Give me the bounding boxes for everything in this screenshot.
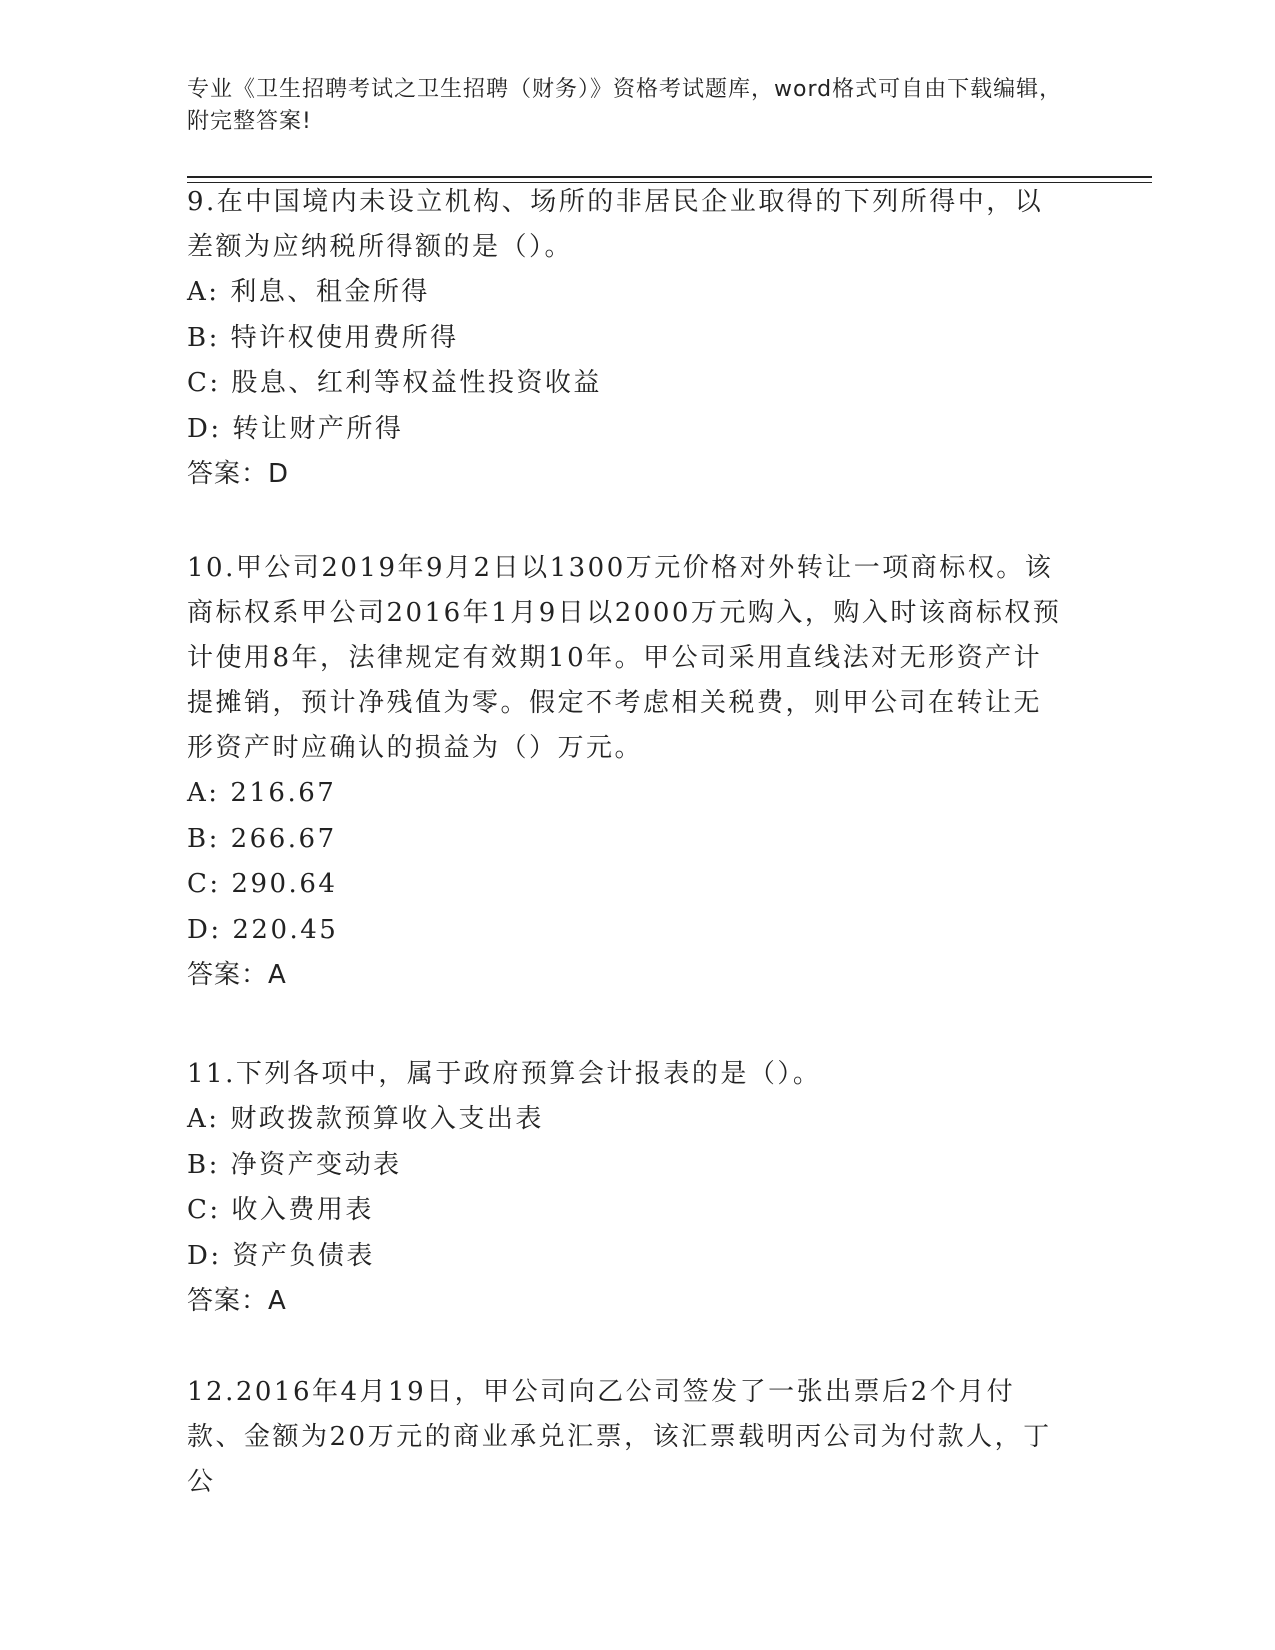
option-c <box>187 1188 1067 1234</box>
question-11 <box>187 1052 1067 1324</box>
option-letter: D: <box>187 413 222 444</box>
option-letter: C: <box>187 1195 221 1225</box>
answer-line: 答案：A <box>187 1286 287 1316</box>
option-b <box>187 316 1067 362</box>
option-text: 净资产变动表 <box>230 1149 402 1180</box>
option-b <box>187 1143 1067 1189</box>
option-text: 216.67 <box>230 778 337 808</box>
option-text: 转让财产所得 <box>232 413 404 444</box>
question-12 <box>187 1370 1067 1505</box>
option-letter: C: <box>187 368 221 398</box>
option-text: 220.45 <box>232 914 339 945</box>
option-d <box>187 908 1067 954</box>
question-stem: 12.2016年4月19日，甲公司向乙公司签发了一张出票后2个月付款、金额为20万元的商业承兑汇票，该汇票载明丙公司为付款人，丁公 <box>187 1377 1052 1497</box>
option-a <box>187 270 1067 316</box>
question-9 <box>187 180 1067 497</box>
document-header: 专业《卫生招聘考试之卫生招聘（财务）》资格考试题库，word格式可自由下载编辑，附完整答案! <box>187 77 1063 134</box>
option-text: 资产负债表 <box>232 1240 375 1271</box>
option-b <box>187 817 1067 863</box>
option-a <box>187 1097 1067 1143</box>
option-a <box>187 771 1067 817</box>
option-letter: B: <box>187 823 220 854</box>
question-stem: 10.甲公司2019年9月2日以1300万元价格对外转让一项商标权。该商标权系甲公司2016年1月9日以2000万元购入，购入时该商标权预计使用8年，法律规定有效期10年。甲公司采用直线法对无形资产计提摊销，预计净残值为零。假定不考虑相关税费，则甲公司在转让无形资产时应确认的损益为（）万元。 <box>187 553 1062 763</box>
option-text: 财政拨款预算收入支出表 <box>230 1104 544 1134</box>
option-c <box>187 862 1067 908</box>
option-letter: B: <box>187 1149 220 1180</box>
option-text: 290.64 <box>231 869 338 899</box>
header-divider-thick <box>187 176 1152 178</box>
option-text: 收入费用表 <box>231 1195 374 1225</box>
option-letter: A: <box>187 277 220 307</box>
option-text: 股息、红利等权益性投资收益 <box>231 368 602 398</box>
option-letter: D: <box>187 1240 222 1271</box>
answer-line: 答案：D <box>187 459 290 489</box>
option-text: 特许权使用费所得 <box>230 322 459 353</box>
option-letter: A: <box>187 778 220 808</box>
option-text: 利息、租金所得 <box>230 277 430 307</box>
answer-line: 答案：A <box>187 960 287 990</box>
option-d <box>187 407 1067 453</box>
option-d <box>187 1234 1067 1280</box>
option-letter: D: <box>187 914 222 945</box>
question-10 <box>187 546 1067 998</box>
option-letter: A: <box>187 1104 220 1134</box>
question-stem: 9.在中国境内未设立机构、场所的非居民企业取得的下列所得中，以差额为应纳税所得额的是（）。 <box>187 187 1044 262</box>
option-text: 266.67 <box>230 823 337 854</box>
option-letter: B: <box>187 322 220 353</box>
option-c <box>187 361 1067 407</box>
option-letter: C: <box>187 869 221 899</box>
question-stem: 11.下列各项中，属于政府预算会计报表的是（）。 <box>187 1059 822 1089</box>
